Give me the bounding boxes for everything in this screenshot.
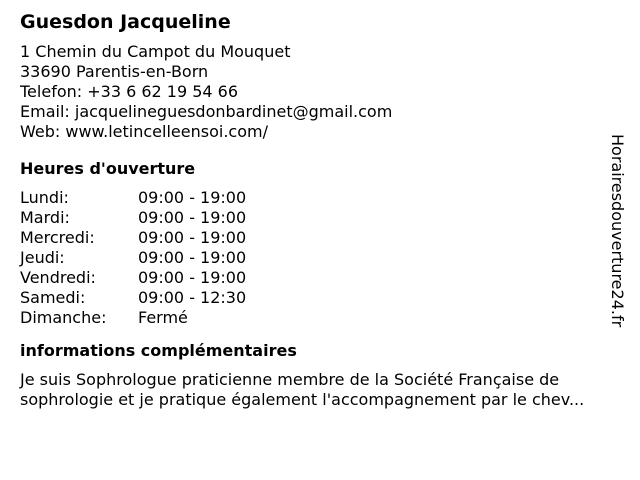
address-line-1: 1 Chemin du Campot du Mouquet [20, 42, 291, 61]
hours-row-saturday [20, 288, 620, 308]
hours-row-monday [20, 188, 620, 208]
hours-time: 09:00 - 19:00 [138, 188, 247, 207]
business-card [20, 8, 620, 410]
hours-time: 09:00 - 19:00 [138, 228, 247, 247]
hours-time: 09:00 - 19:00 [138, 268, 247, 287]
hours-day: Vendredi: [20, 268, 96, 287]
hours-time: 09:00 - 19:00 [138, 208, 247, 227]
hours-day: Lundi: [20, 188, 69, 207]
info-heading: informations complémentaires [20, 341, 297, 360]
hours-day: Jeudi: [20, 248, 65, 267]
hours-time: Fermé [138, 308, 188, 327]
hours-heading: Heures d'ouverture [20, 159, 196, 178]
info-description: Je suis Sophrologue praticienne membre de la Société Française de sophrologie et je pratique également l'accompagnement par le chev... [20, 370, 585, 409]
hours-time: 09:00 - 19:00 [138, 248, 247, 267]
hours-row-tuesday [20, 208, 620, 228]
hours-day: Samedi: [20, 288, 86, 307]
email-line: Email: jacquelineguesdonbardinet@gmail.com [20, 102, 393, 121]
address-line-2: 33690 Parentis-en-Born [20, 62, 209, 81]
business-name: Guesdon Jacqueline [20, 11, 231, 33]
hours-day: Mercredi: [20, 228, 95, 247]
web-line: Web: www.letincelleensoi.com/ [20, 122, 268, 141]
hours-time: 09:00 - 12:30 [138, 288, 247, 307]
hours-day: Mardi: [20, 208, 70, 227]
site-watermark: Horairesdouverture24.fr [608, 134, 627, 328]
hours-day: Dimanche: [20, 308, 107, 327]
hours-row-sunday [20, 308, 620, 328]
hours-row-thursday [20, 248, 620, 268]
hours-row-wednesday [20, 228, 620, 248]
hours-row-friday [20, 268, 620, 288]
hours-table [20, 188, 620, 328]
phone-line: Telefon: +33 6 62 19 54 66 [20, 82, 239, 101]
